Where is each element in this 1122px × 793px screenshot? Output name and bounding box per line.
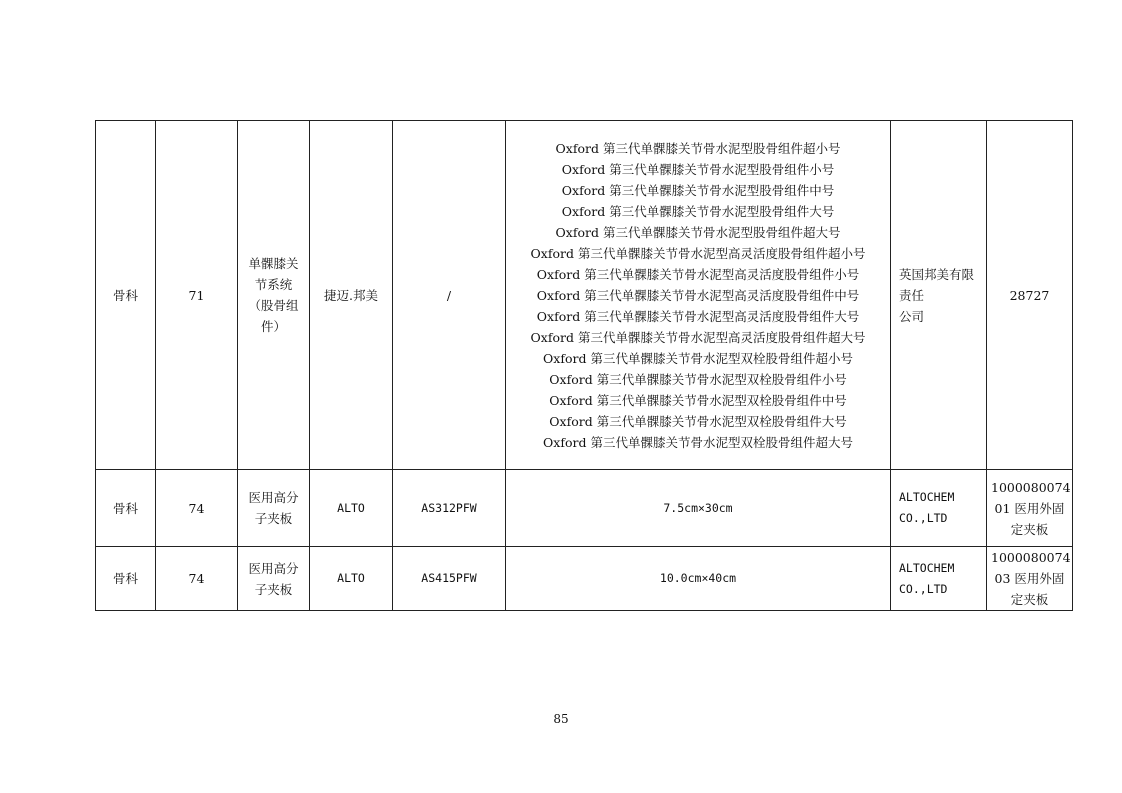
dept-cell: 骨科: [96, 470, 156, 547]
code-line: 定夹板: [1010, 592, 1049, 607]
code-line: 28727: [1009, 287, 1050, 303]
manufacturer-line: ALTOCHEM: [899, 490, 955, 504]
spec-line: Oxford 第三代单髁膝关节骨水泥型高灵活度股骨组件小号: [536, 266, 860, 282]
manufacturer-cell: [891, 121, 987, 470]
spec-line: Oxford 第三代单髁膝关节骨水泥型股骨组件超大号: [555, 224, 841, 240]
brand-cell: ALTO: [310, 470, 393, 547]
manufacturer-cell: [891, 547, 987, 611]
spec-line: Oxford 第三代单髁膝关节骨水泥型股骨组件小号: [561, 161, 835, 177]
code-line: 定夹板: [1010, 521, 1049, 537]
dept-cell: 骨科: [96, 121, 156, 470]
manufacturer-line: 责任: [899, 287, 925, 303]
product-name-cell: [238, 121, 310, 470]
spec-cell: [506, 547, 891, 611]
code-cell: [987, 121, 1073, 470]
spec-line: Oxford 第三代单髁膝关节骨水泥型双栓股骨组件中号: [549, 392, 847, 408]
spec-line: Oxford 第三代单髁膝关节骨水泥型高灵活度股骨组件超大号: [530, 329, 866, 345]
manufacturer-line: 英国邦美有限: [899, 266, 975, 282]
code-line: 1000080074: [991, 479, 1071, 495]
table-row: [96, 470, 1073, 547]
product-name-cell: [238, 470, 310, 547]
code-line: 1000080074: [991, 550, 1071, 565]
spec-line: Oxford 第三代单髁膝关节骨水泥型双栓股骨组件超小号: [543, 350, 853, 366]
number-cell: 74: [156, 470, 238, 547]
product-name-line: 医用高分: [248, 560, 299, 576]
manufacturer-line: ALTOCHEM: [899, 560, 955, 575]
manufacturer-line: 公司: [899, 308, 925, 324]
model-cell: AS415PFW: [393, 547, 506, 611]
brand-cell: 捷迈.邦美: [310, 121, 393, 470]
spec-line: Oxford 第三代单髁膝关节骨水泥型双栓股骨组件大号: [549, 413, 847, 429]
product-name-line: （股骨组: [248, 298, 299, 313]
spec-cell: [506, 470, 891, 547]
number-cell: 74: [156, 547, 238, 611]
page-number: 85: [553, 712, 569, 726]
manufacturer-line: CO.,LTD: [899, 581, 948, 596]
product-name-line: 件）: [260, 319, 286, 334]
table-row: [96, 547, 1073, 611]
dept-cell: 骨科: [96, 547, 156, 611]
spec-line: Oxford 第三代单髁膝关节骨水泥型高灵活度股骨组件中号: [536, 287, 860, 303]
spec-line: 7.5cm×30cm: [663, 500, 733, 515]
spec-line: Oxford 第三代单髁膝关节骨水泥型双栓股骨组件小号: [549, 371, 847, 387]
product-name-line: 子夹板: [254, 581, 293, 597]
model-cell: AS312PFW: [393, 470, 506, 547]
manufacturer-cell: [891, 470, 987, 547]
number-cell: 71: [156, 121, 238, 470]
product-name-line: 医用高分: [248, 490, 299, 505]
product-name-line: 节系统: [254, 277, 293, 292]
product-name-cell: [238, 547, 310, 611]
brand-cell: ALTO: [310, 547, 393, 611]
spec-line: Oxford 第三代单髁膝关节骨水泥型股骨组件大号: [561, 203, 835, 219]
code-line: 01 医用外固: [994, 500, 1065, 516]
spec-cell: [506, 121, 891, 470]
model-cell: /: [393, 121, 506, 470]
product-table: [95, 120, 1073, 611]
product-name-line: 单髁膝关: [248, 256, 299, 271]
spec-line: Oxford 第三代单髁膝关节骨水泥型双栓股骨组件超大号: [543, 434, 853, 450]
manufacturer-line: CO.,LTD: [899, 511, 948, 525]
product-name-line: 子夹板: [254, 511, 293, 526]
spec-line: Oxford 第三代单髁膝关节骨水泥型高灵活度股骨组件大号: [536, 308, 860, 324]
spec-line: Oxford 第三代单髁膝关节骨水泥型高灵活度股骨组件超小号: [530, 245, 866, 261]
code-line: 03 医用外固: [994, 571, 1065, 586]
spec-line: Oxford 第三代单髁膝关节骨水泥型股骨组件中号: [561, 182, 835, 198]
code-cell: [987, 547, 1073, 611]
table-row: [96, 121, 1073, 470]
spec-line: Oxford 第三代单髁膝关节骨水泥型股骨组件超小号: [555, 140, 841, 156]
code-cell: [987, 470, 1073, 547]
spec-line: 10.0cm×40cm: [659, 571, 737, 585]
